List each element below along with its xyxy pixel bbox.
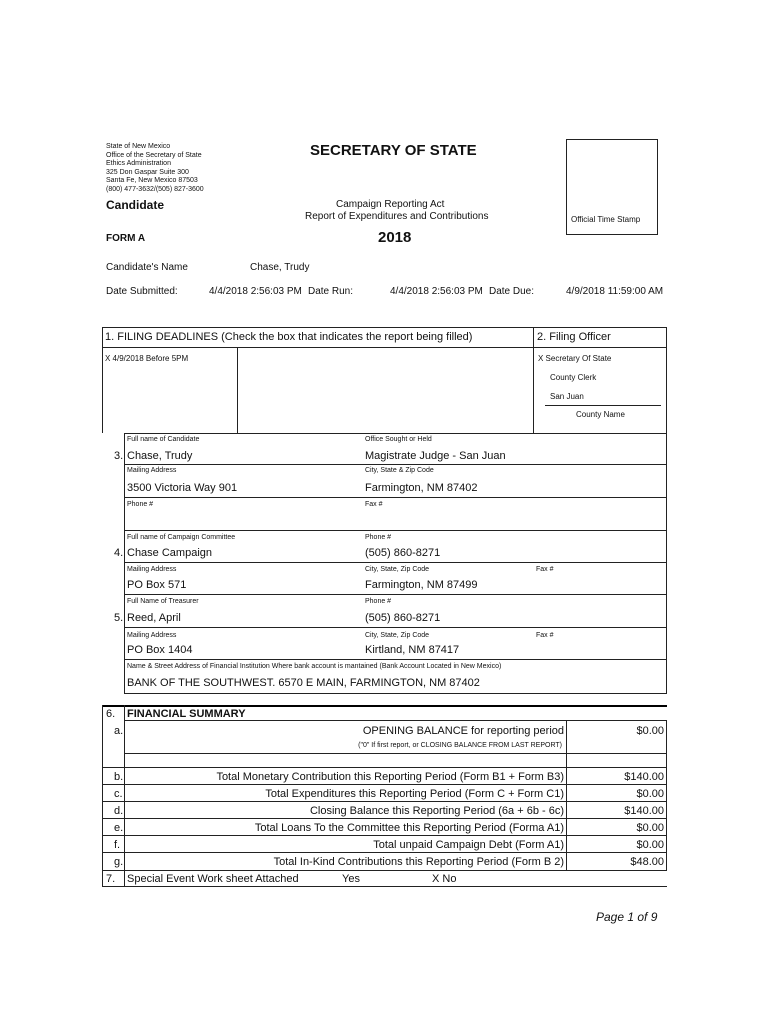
form-label: FORM A bbox=[106, 233, 146, 244]
section-number: 3. bbox=[114, 450, 124, 462]
fax-label: Fax # bbox=[536, 566, 554, 573]
row-letter: d. bbox=[114, 805, 124, 817]
rule bbox=[124, 562, 667, 563]
phone-label: Phone # bbox=[127, 501, 154, 508]
address-line: Ethics Administration bbox=[106, 160, 171, 168]
candidate-full-name: Chase, Trudy bbox=[127, 450, 193, 462]
rule bbox=[124, 497, 667, 498]
section-number: 5. bbox=[114, 612, 124, 624]
candidate-city: Farmington, NM 87402 bbox=[365, 482, 478, 494]
treasurer-label: Full Name of Treasurer bbox=[127, 598, 199, 605]
row-letter: g. bbox=[114, 856, 124, 868]
rule bbox=[124, 627, 667, 628]
in-kind-value: $48.00 bbox=[630, 856, 664, 868]
committee-label: Full name of Campaign Committee bbox=[127, 534, 236, 541]
rule bbox=[102, 852, 667, 853]
rule bbox=[102, 327, 667, 328]
row-letter: c. bbox=[114, 788, 123, 800]
in-kind-label: Total In-Kind Contributions this Reporting Period (Form B 2) bbox=[273, 856, 564, 868]
fax-label: Fax # bbox=[365, 501, 383, 508]
time-stamp-box bbox=[566, 139, 658, 235]
officer-county-clerk[interactable]: County Clerk bbox=[550, 373, 597, 382]
opening-balance-value: $0.00 bbox=[636, 725, 664, 737]
candidate-name-label: Candidate's Name bbox=[106, 262, 188, 273]
address-line: Santa Fe, New Mexico 87503 bbox=[106, 177, 198, 185]
committee-city: Farmington, NM 87499 bbox=[365, 579, 478, 591]
financial-summary-header: FINANCIAL SUMMARY bbox=[127, 708, 246, 720]
rule bbox=[124, 594, 667, 595]
rule bbox=[102, 870, 667, 871]
treasurer-city: Kirtland, NM 87417 bbox=[365, 644, 460, 656]
rule bbox=[124, 720, 667, 721]
rule bbox=[124, 659, 667, 660]
rule bbox=[102, 327, 103, 433]
unpaid-debt-label: Total unpaid Campaign Debt (Form A1) bbox=[373, 839, 564, 851]
special-event-label: Special Event Work sheet Attached bbox=[127, 873, 299, 885]
section-number: 6. bbox=[106, 708, 116, 720]
loans-value: $0.00 bbox=[636, 822, 664, 834]
office-sought: Magistrate Judge - San Juan bbox=[365, 450, 506, 462]
rule bbox=[102, 818, 667, 819]
committee-name: Chase Campaign bbox=[127, 547, 212, 559]
candidate-name-value: Chase, Trudy bbox=[250, 262, 310, 273]
rule bbox=[666, 433, 667, 693]
address-line: (800) 477-3632/(505) 827-3600 bbox=[106, 185, 204, 193]
candidate-heading: Candidate bbox=[106, 198, 165, 212]
office-label: Office Sought or Held bbox=[365, 436, 432, 443]
date-due-label: Date Due: bbox=[489, 286, 535, 297]
special-event-yes[interactable]: Yes bbox=[342, 873, 360, 885]
deadline-checkbox-selected[interactable]: X 4/9/2018 Before 5PM bbox=[105, 354, 189, 363]
time-stamp-label: Official Time Stamp bbox=[571, 215, 641, 224]
officer-secretary-of-state[interactable]: X Secretary Of State bbox=[538, 354, 612, 363]
rule bbox=[124, 464, 667, 465]
bank-name-address: BANK OF THE SOUTHWEST. 6570 E MAIN, FARMINGTON, NM 87402 bbox=[127, 677, 480, 689]
row-letter: a. bbox=[114, 725, 124, 737]
rule bbox=[237, 347, 238, 433]
address-line: State of New Mexico bbox=[106, 143, 171, 150]
opening-balance-note: ("0" If first report, or CLOSING BALANCE FROM LAST REPORT) bbox=[358, 742, 562, 749]
rule bbox=[102, 767, 667, 768]
date-run-value: 4/4/2018 2:56:03 PM bbox=[390, 286, 483, 297]
rule bbox=[124, 433, 125, 693]
closing-balance-value: $140.00 bbox=[624, 805, 664, 817]
row-letter: b. bbox=[114, 771, 124, 783]
page-title: SECRETARY OF STATE bbox=[310, 142, 477, 159]
section-number: 4. bbox=[114, 547, 124, 559]
expenditures-label: Total Expenditures this Reporting Period (Form C + Form C1) bbox=[265, 788, 564, 800]
rule bbox=[102, 835, 667, 836]
rule bbox=[666, 327, 667, 433]
rule bbox=[533, 327, 534, 433]
fax-label: Fax # bbox=[536, 632, 554, 639]
address-line: 325 Don Gaspar Suite 300 bbox=[106, 168, 189, 176]
mailing-address-label: Mailing Address bbox=[127, 632, 177, 639]
row-letter: f. bbox=[114, 839, 121, 851]
report-title: Report of Expenditures and Contributions bbox=[305, 211, 489, 222]
page-number: Page 1 of 9 bbox=[596, 910, 658, 924]
address-line: Office of the Secretary of State bbox=[106, 151, 202, 159]
treasurer-mailing-address: PO Box 1404 bbox=[127, 644, 193, 656]
committee-mailing-address: PO Box 571 bbox=[127, 579, 187, 591]
opening-balance-label: OPENING BALANCE for reporting period bbox=[362, 725, 564, 737]
date-due-value: 4/9/2018 11:59:00 AM bbox=[566, 286, 664, 297]
special-event-no[interactable]: X No bbox=[432, 873, 457, 885]
full-name-label: Full name of Candidate bbox=[127, 436, 200, 443]
rule bbox=[102, 705, 667, 707]
treasurer-phone: (505) 860-8271 bbox=[365, 612, 441, 624]
section-number: 7. bbox=[106, 873, 116, 885]
date-run-label: Date Run: bbox=[308, 286, 354, 297]
unpaid-debt-value: $0.00 bbox=[636, 839, 664, 851]
rule bbox=[124, 753, 667, 754]
city-label: City, State, Zip Code bbox=[365, 566, 430, 573]
phone-label: Phone # bbox=[365, 598, 392, 605]
act-name: Campaign Reporting Act bbox=[336, 199, 445, 210]
filing-deadlines-header: 1. FILING DEADLINES (Check the box that indicates the report being filled) bbox=[105, 331, 473, 343]
filing-officer-header: 2. Filing Officer bbox=[537, 331, 611, 343]
bank-label: Name & Street Address of Financial Institution Where bank account is mantained (Bank Account Located in New Mexico) bbox=[127, 663, 502, 670]
rule bbox=[102, 886, 667, 887]
date-submitted-value: 4/4/2018 2:56:03 PM bbox=[209, 286, 302, 297]
monetary-contribution-value: $140.00 bbox=[624, 771, 664, 783]
rule bbox=[102, 705, 103, 887]
rule bbox=[102, 347, 667, 348]
mailing-address-label: Mailing Address bbox=[127, 467, 177, 474]
row-letter: e. bbox=[114, 822, 124, 834]
date-submitted-label: Date Submitted: bbox=[106, 286, 178, 297]
phone-label: Phone # bbox=[365, 534, 392, 541]
rule bbox=[124, 693, 667, 694]
office-address bbox=[106, 143, 204, 195]
county-value: San Juan bbox=[550, 392, 584, 401]
rule bbox=[124, 530, 667, 531]
rule bbox=[545, 405, 661, 406]
county-name-label: County Name bbox=[576, 410, 625, 419]
loans-label: Total Loans To the Committee this Reporting Period (Forma A1) bbox=[254, 822, 564, 834]
rule bbox=[102, 801, 667, 802]
monetary-contribution-label: Total Monetary Contribution this Reporting Period (Form B1 + Form B3) bbox=[216, 771, 564, 783]
city-label: City, State & Zip Code bbox=[365, 467, 434, 474]
rule bbox=[124, 433, 667, 434]
report-year: 2018 bbox=[378, 229, 412, 246]
closing-balance-label: Closing Balance this Reporting Period (6a + 6b - 6c) bbox=[309, 805, 564, 817]
rule bbox=[102, 784, 667, 785]
rule bbox=[666, 720, 667, 871]
expenditures-value: $0.00 bbox=[636, 788, 664, 800]
mailing-address-label: Mailing Address bbox=[127, 566, 177, 573]
treasurer-name: Reed, April bbox=[127, 612, 181, 624]
committee-phone: (505) 860-8271 bbox=[365, 547, 441, 559]
city-label: City, State, Zip Code bbox=[365, 632, 430, 639]
candidate-mailing-address: 3500 Victoria Way 901 bbox=[127, 482, 238, 494]
